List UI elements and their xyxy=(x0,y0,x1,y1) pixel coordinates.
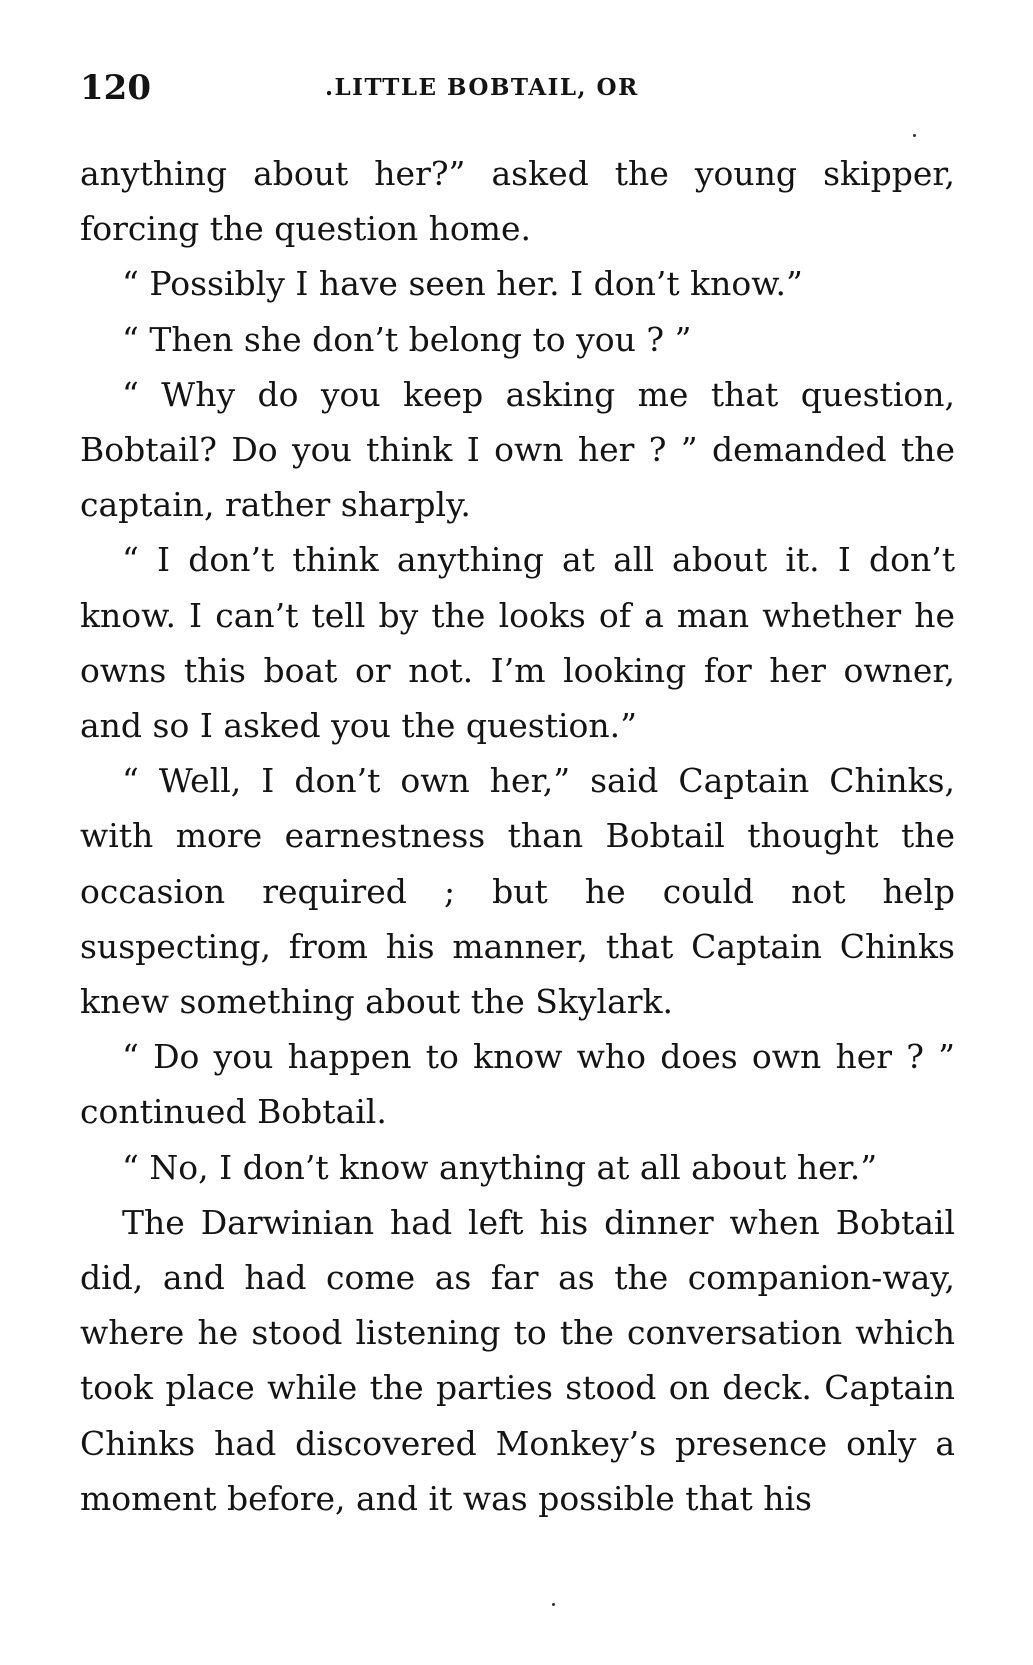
paragraph: “ Well, I don’t own her,” said Captain Chinks, with more earnestness than Bobtail thought the occasion required ; but he could not help suspecting, from his manner, that Captain Chinks knew something about the Skylark. xyxy=(80,761,955,1022)
print-speck xyxy=(913,134,916,137)
paragraph: “ Why do you keep asking me that question, Bobtail? Do you think I own her ? ” demanded the captain, rather sharply. xyxy=(80,374,955,525)
paragraph: The Darwinian had left his dinner when Bobtail did, and had come as far as the companion-way, where he stood listening to the conversation which took place while the parties stood on deck. Captain Chinks had discovered Monkey’s presence only a moment before, and it was possible that his xyxy=(80,1202,955,1518)
running-head: .LITTLE BOBTAIL, OR xyxy=(325,74,639,101)
paragraph: “ Then she don’t belong to you ? ” xyxy=(122,319,692,359)
paragraph: “ I don’t think anything at all about it. I don’t know. I can’t tell by the looks of a man whether he owns this boat or not. I’m looking for her owner, and so I asked you the question.” xyxy=(80,540,955,746)
page-header xyxy=(80,68,955,108)
paragraph: “ Do you happen to know who does own her ? ” continued Bobtail. xyxy=(80,1037,955,1132)
paragraph: “ Possibly I have seen her. I don’t know.” xyxy=(122,264,803,304)
paragraph: “ No, I don’t know anything at all about her.” xyxy=(122,1147,878,1187)
print-speck xyxy=(552,1603,555,1606)
body-text xyxy=(80,146,955,1526)
page-number: 120 xyxy=(80,68,151,108)
paragraph: anything about her?” asked the young skipper, forcing the question home. xyxy=(80,154,955,249)
